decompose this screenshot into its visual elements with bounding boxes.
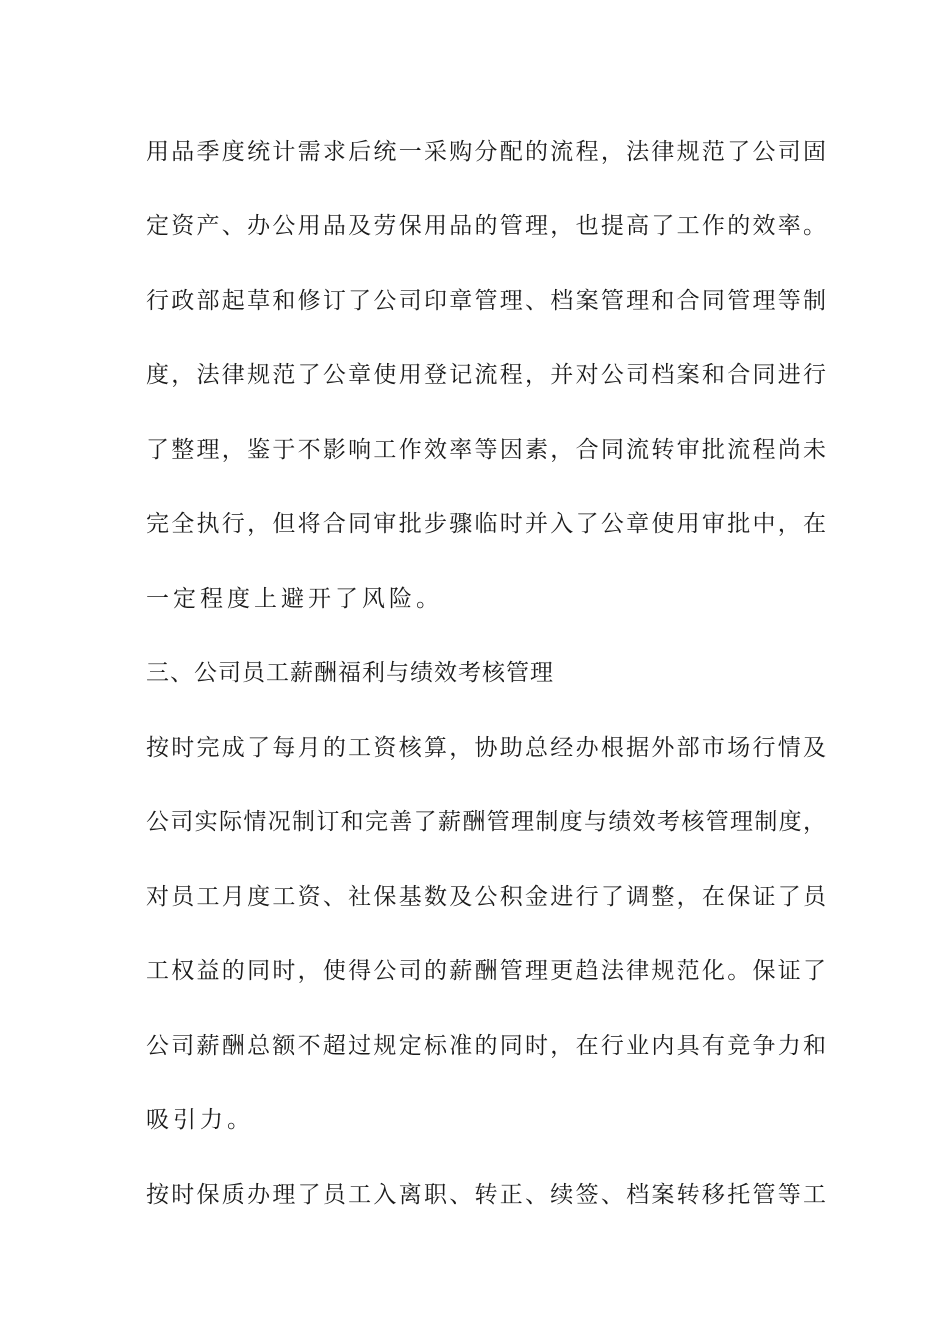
- text-line: 完全执行，但将合同审批步骤临时并入了公章使用审批中，在: [146, 511, 826, 537]
- text-line: 工权益的同时，使得公司的薪酬管理更趋法律规范化。保证了: [146, 958, 826, 984]
- text-line: 按时保质办理了员工入离职、转正、续签、档案转移托管等工: [146, 1182, 826, 1208]
- text-line: 一定程度上避开了风险。: [146, 586, 443, 612]
- section-heading: 三、公司员工薪酬福利与绩效考核管理: [146, 660, 554, 686]
- text-line: 度，法律规范了公章使用登记流程，并对公司档案和合同进行: [146, 362, 826, 388]
- text-line: 行政部起草和修订了公司印章管理、档案管理和合同管理等制: [146, 288, 826, 314]
- text-line: 公司实际情况制订和完善了薪酬管理制度与绩效考核管理制度，: [146, 809, 826, 835]
- text-line: 定资产、办公用品及劳保用品的管理，也提高了工作的效率。: [146, 213, 826, 239]
- text-line: 吸引力。: [146, 1107, 254, 1133]
- text-line: 用品季度统计需求后统一采购分配的流程，法律规范了公司固: [146, 139, 826, 165]
- text-line: 了整理，鉴于不影响工作效率等因素，合同流转审批流程尚未: [146, 437, 826, 463]
- text-line: 公司薪酬总额不超过规定标准的同时，在行业内具有竞争力和: [146, 1033, 826, 1059]
- text-line: 按时完成了每月的工资核算，协助总经办根据外部市场行情及: [146, 735, 826, 761]
- text-line: 对员工月度工资、社保基数及公积金进行了调整，在保证了员: [146, 884, 826, 910]
